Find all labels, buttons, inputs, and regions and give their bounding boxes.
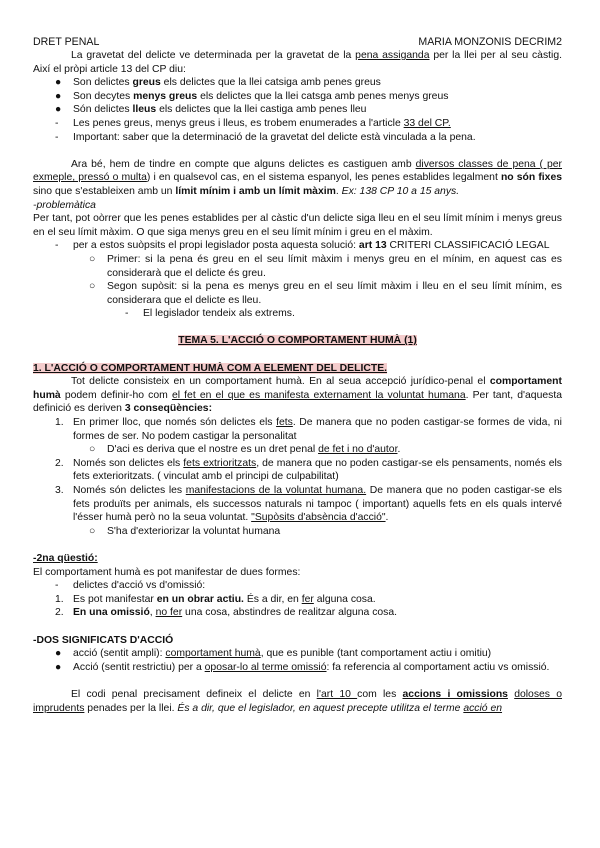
list-item: ○ S'ha d'exteriorizar la voluntat humana — [89, 525, 281, 537]
list-item: 1. Es pot manifestar en un obrar actiu. És a dir, en fer alguna cosa. — [55, 593, 376, 605]
bullet-dash-icon: - — [55, 117, 59, 129]
list-item: ○ Segon supòsit: si la pena es menys greu en el seu límit màxim i lleu en el seu límit mínim, es considerara que el delicte es lleu. — [89, 281, 562, 306]
bullet-dot-icon: ● — [55, 648, 62, 660]
header-author: MARIA MONZONIS DECRIM2 — [418, 36, 562, 48]
number-1-marker: 1. — [55, 593, 64, 605]
dos-significats-title: -DOS SIGNIFICATS D'ACCIÓ — [33, 634, 174, 646]
bullet-dot-icon: ● — [55, 90, 62, 102]
list-item: ○ Primer: si la pena és greu en el seu límit màxim i menys greu en el mínim, en aquest cas es considerarà que el delicte és greu. — [89, 253, 562, 279]
number-2-marker: 2. — [55, 457, 64, 469]
list-item: 2. Només son delictes els fets extrioritzats, de manera que no poden castigar-se els pensaments, només els fets exterioritzats. ( vinculat amb el principi de culpabilitat) — [55, 457, 562, 483]
list-item: - Important: saber que la determinació de la gravetat del delicte està vinculada a la pena. — [55, 131, 476, 143]
list-item: ● Són delictes lleus els delictes que la llei castiga amb penes lleu — [55, 104, 367, 116]
paragraph-codi-penal: El codi penal precisament defineix el delicte en l'art 10 com les accions i omissions doloses o imprudents penades per la llei. És a dir, que el legislador, en aquest precepte utilitza el terme acció en — [33, 688, 563, 714]
list-item: - Les penes greus, menys greus i lleus, es trobem enumerades a l'article 33 del CP. — [55, 117, 451, 129]
number-1-marker: 1. — [55, 417, 64, 429]
list-item: ● Son delictes greus els delictes que la llei catsiga amb penes greus — [55, 77, 381, 89]
list-item: ● acció (sentit ampli): comportament humà, que es punible (tant comportament actiu i omitiu) — [55, 648, 492, 660]
paragraph-gravetat: La gravetat del delicte ve determinada per la gravetat de la pena assiganda per la llei per al seu càstig. Així el pròpi article 13 del CP diu: — [33, 50, 563, 75]
bullet-dash-icon: - — [55, 240, 59, 252]
paragraph-tot-delicte: Tot delicte consisteix en un comportament humà. En al seua accepció jurídico-penal el comportament humà podem definir-ho com el fet en el que es manifesta externament la voluntat humana. Per tant, d'aquesta definició es deriven 3 conseqüències: — [33, 376, 562, 415]
bullet-circle-icon: ○ — [89, 525, 96, 537]
section-1-title: 1. L'ACCIÓ O COMPORTAMENT HUMÀ COM A ELEMENT DEL DELICTE. — [33, 362, 388, 374]
number-3-marker: 3. — [55, 485, 64, 496]
list-item: ● Acció (sentit restrictiu) per a oposar-lo al terme omissió: fa referencia al comportament actiu vs omissió. — [55, 661, 550, 673]
list-item: ● Son decytes menys greus els delictes que la llei catsga amb penes menys greus — [55, 90, 449, 102]
list-item: - per a estos suòpsits el propi legislador posta aquesta solució: art 13 CRITERI CLASSIFICACIÓ LEGAL — [55, 240, 550, 252]
paragraph-dues-formes: El comportament humà es pot manifestar de dues formes: — [33, 566, 301, 578]
bullet-dash-icon: - — [55, 580, 59, 592]
list-item: 2. En una omissió, no fer una cosa, abstindres de realitzar alguna cosa. — [55, 607, 398, 619]
paragraph-per-tant: Per tant, pot oòrrer que les penes establides per al càstic d'un delicte siga lleu en el seu límit mínim i menys greus en el seu límit màxim. O que siga menys greu en el seu límit mínim i greu en el màxim. — [33, 213, 562, 238]
header-course: DRET PENAL — [33, 36, 100, 48]
tema-title: TEMA 5. L'ACCIÓ O COMPORTAMENT HUMÀ (1) — [178, 335, 417, 347]
list-item: 1. En primer lloc, que només són delictes els fets. De manera que no poden castigar-se formes de vida, ni formes de ser. No podem castigar la personalitat — [55, 417, 562, 442]
label-problematica: -problemàtica — [33, 199, 96, 211]
page-header — [33, 0, 562, 49]
bullet-dash-icon: - — [125, 308, 129, 320]
bullet-circle-icon: ○ — [89, 253, 96, 265]
bullet-dot-icon: ● — [55, 661, 62, 673]
list-item: - delictes d'acció vs d'omissió: — [55, 580, 206, 592]
list-item: 3. Només són delictes les manifestacions de la voluntat humana. De manera que no poden castigar-se els fets produïts per animals, els successos naturals ni tampoc ( important) aquells fets en els quals intervé l'ésser humà però no la seua voluntat. "Supòsits d'absència d'acció". — [55, 485, 563, 524]
bullet-circle-icon: ○ — [89, 444, 96, 456]
question-2-title: -2na qüestió: — [33, 552, 98, 564]
bullet-dot-icon: ● — [55, 104, 62, 116]
bullet-dot-icon: ● — [55, 77, 62, 89]
bullet-circle-icon: ○ — [89, 281, 96, 293]
list-item: ○ D'aci es deriva que el nostre es un dret penal de fet i no d'autor. — [89, 444, 401, 456]
list-item: - El legislador tendeix als extrems. — [125, 308, 295, 320]
bullet-dash-icon: - — [55, 131, 59, 143]
paragraph-penes-establides: Ara bé, hem de tindre en compte que alguns delictes es castiguen amb diversos classes de pena ( per exmeple, pressó o multa) i en qualsevol cas, en el sistema espanyol, les penes establides legalment no són fixes sino que s'estableixen amb un límit mínim i amb un límit màxim. Ex: 138 CP 10 a 15 anys. — [33, 158, 563, 197]
number-2-marker: 2. — [55, 607, 64, 619]
